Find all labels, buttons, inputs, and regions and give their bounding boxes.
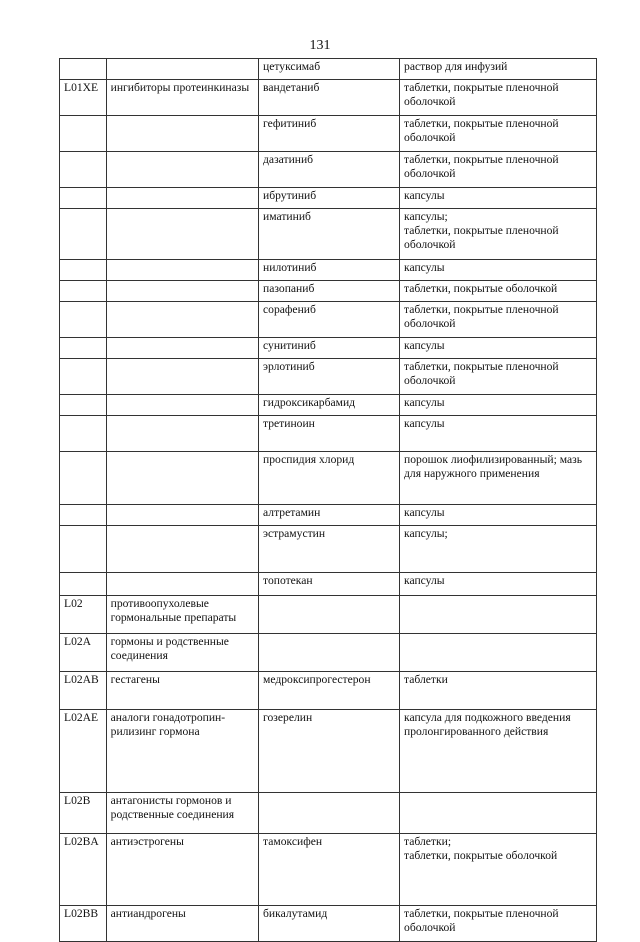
cell-form	[400, 793, 597, 834]
cell-form: таблетки, покрытые пленочной оболочкой	[400, 80, 597, 116]
cell-drug: вандетаниб	[259, 80, 400, 116]
cell-form: таблетки	[400, 672, 597, 710]
table-row	[60, 395, 597, 416]
table-row	[60, 416, 597, 452]
table-row	[60, 596, 597, 634]
table-row	[60, 573, 597, 596]
cell-group	[106, 152, 258, 188]
cell-code	[60, 188, 107, 209]
cell-form: капсулы	[400, 573, 597, 596]
cell-drug: цетуксимаб	[259, 59, 400, 80]
cell-code	[60, 505, 107, 526]
cell-form: таблетки, покрытые оболочкой	[400, 281, 597, 302]
table-row	[60, 710, 597, 793]
cell-drug: нилотиниб	[259, 260, 400, 281]
cell-group	[106, 573, 258, 596]
cell-code: L01XE	[60, 80, 107, 116]
cell-group: антиандрогены	[106, 906, 258, 942]
cell-drug: сунитиниб	[259, 338, 400, 359]
cell-group: аналоги гонадотропин-рилизинг гормона	[106, 710, 258, 793]
cell-group	[106, 209, 258, 260]
cell-drug: топотекан	[259, 573, 400, 596]
cell-code	[60, 59, 107, 80]
cell-form: капсула для подкожного введения пролонгированного действия	[400, 710, 597, 793]
table-row	[60, 906, 597, 942]
cell-drug: бикалутамид	[259, 906, 400, 942]
cell-group	[106, 116, 258, 152]
cell-drug	[259, 634, 400, 672]
cell-drug: сорафениб	[259, 302, 400, 338]
table-row	[60, 116, 597, 152]
cell-code	[60, 359, 107, 395]
cell-drug: проспидия хлорид	[259, 452, 400, 505]
cell-group	[106, 188, 258, 209]
table-row	[60, 359, 597, 395]
cell-group: противоопухолевые гормональные препараты	[106, 596, 258, 634]
table-row	[60, 209, 597, 260]
cell-code: L02AB	[60, 672, 107, 710]
cell-drug: медроксипрогестерон	[259, 672, 400, 710]
cell-drug: гозерелин	[259, 710, 400, 793]
cell-group	[106, 526, 258, 573]
cell-form: таблетки; таблетки, покрытые оболочкой	[400, 834, 597, 906]
cell-drug: пазопаниб	[259, 281, 400, 302]
cell-group: гормоны и родственные соединения	[106, 634, 258, 672]
cell-form: капсулы	[400, 416, 597, 452]
cell-form: порошок лиофилизированный; мазь для наружного применения	[400, 452, 597, 505]
cell-drug: эрлотиниб	[259, 359, 400, 395]
cell-group: антиэстрогены	[106, 834, 258, 906]
cell-drug: алтретамин	[259, 505, 400, 526]
table-row	[60, 302, 597, 338]
cell-group	[106, 416, 258, 452]
table-row	[60, 338, 597, 359]
cell-drug: гефитиниб	[259, 116, 400, 152]
cell-drug	[259, 596, 400, 634]
cell-form: таблетки, покрытые пленочной оболочкой	[400, 359, 597, 395]
table-row	[60, 634, 597, 672]
cell-form: капсулы; таблетки, покрытые пленочной оболочкой	[400, 209, 597, 260]
cell-group	[106, 59, 258, 80]
table-row	[60, 152, 597, 188]
cell-drug: иматиниб	[259, 209, 400, 260]
cell-form	[400, 634, 597, 672]
cell-form: таблетки, покрытые пленочной оболочкой	[400, 906, 597, 942]
table-row	[60, 80, 597, 116]
cell-group	[106, 281, 258, 302]
cell-form	[400, 596, 597, 634]
cell-drug: гидроксикарбамид	[259, 395, 400, 416]
drug-table	[59, 58, 597, 942]
cell-group: ингибиторы протеинкиназы	[106, 80, 258, 116]
cell-group: антагонисты гормонов и родственные соединения	[106, 793, 258, 834]
table-row	[60, 188, 597, 209]
cell-code	[60, 116, 107, 152]
cell-code	[60, 416, 107, 452]
page-number: 131	[309, 38, 331, 53]
table-row	[60, 281, 597, 302]
cell-drug: третиноин	[259, 416, 400, 452]
cell-code	[60, 152, 107, 188]
cell-group	[106, 260, 258, 281]
cell-form: капсулы	[400, 395, 597, 416]
table-row	[60, 59, 597, 80]
cell-drug: дазатиниб	[259, 152, 400, 188]
cell-drug: тамоксифен	[259, 834, 400, 906]
cell-code	[60, 395, 107, 416]
cell-form: таблетки, покрытые пленочной оболочкой	[400, 116, 597, 152]
cell-code	[60, 281, 107, 302]
cell-code: L02AE	[60, 710, 107, 793]
cell-group	[106, 395, 258, 416]
cell-code	[60, 452, 107, 505]
cell-code	[60, 209, 107, 260]
cell-drug	[259, 793, 400, 834]
cell-group	[106, 505, 258, 526]
cell-drug: ибрутиниб	[259, 188, 400, 209]
cell-code	[60, 260, 107, 281]
cell-code	[60, 302, 107, 338]
cell-code	[60, 526, 107, 573]
table-row	[60, 793, 597, 834]
cell-code: L02BB	[60, 906, 107, 942]
cell-form: капсулы	[400, 188, 597, 209]
cell-code: L02B	[60, 793, 107, 834]
table-row	[60, 260, 597, 281]
cell-group	[106, 302, 258, 338]
table-row	[60, 672, 597, 710]
cell-code: L02A	[60, 634, 107, 672]
cell-form: капсулы	[400, 260, 597, 281]
cell-form: таблетки, покрытые пленочной оболочкой	[400, 152, 597, 188]
table-row	[60, 526, 597, 573]
cell-code	[60, 573, 107, 596]
table-row	[60, 834, 597, 906]
cell-form: таблетки, покрытые пленочной оболочкой	[400, 302, 597, 338]
cell-form: капсулы;	[400, 526, 597, 573]
cell-code: L02BA	[60, 834, 107, 906]
cell-form: капсулы	[400, 505, 597, 526]
cell-group: гестагены	[106, 672, 258, 710]
cell-group	[106, 452, 258, 505]
cell-form: раствор для инфузий	[400, 59, 597, 80]
table-row	[60, 452, 597, 505]
table-row	[60, 505, 597, 526]
cell-drug: эстрамустин	[259, 526, 400, 573]
cell-form: капсулы	[400, 338, 597, 359]
cell-group	[106, 359, 258, 395]
cell-group	[106, 338, 258, 359]
cell-code	[60, 338, 107, 359]
cell-code: L02	[60, 596, 107, 634]
